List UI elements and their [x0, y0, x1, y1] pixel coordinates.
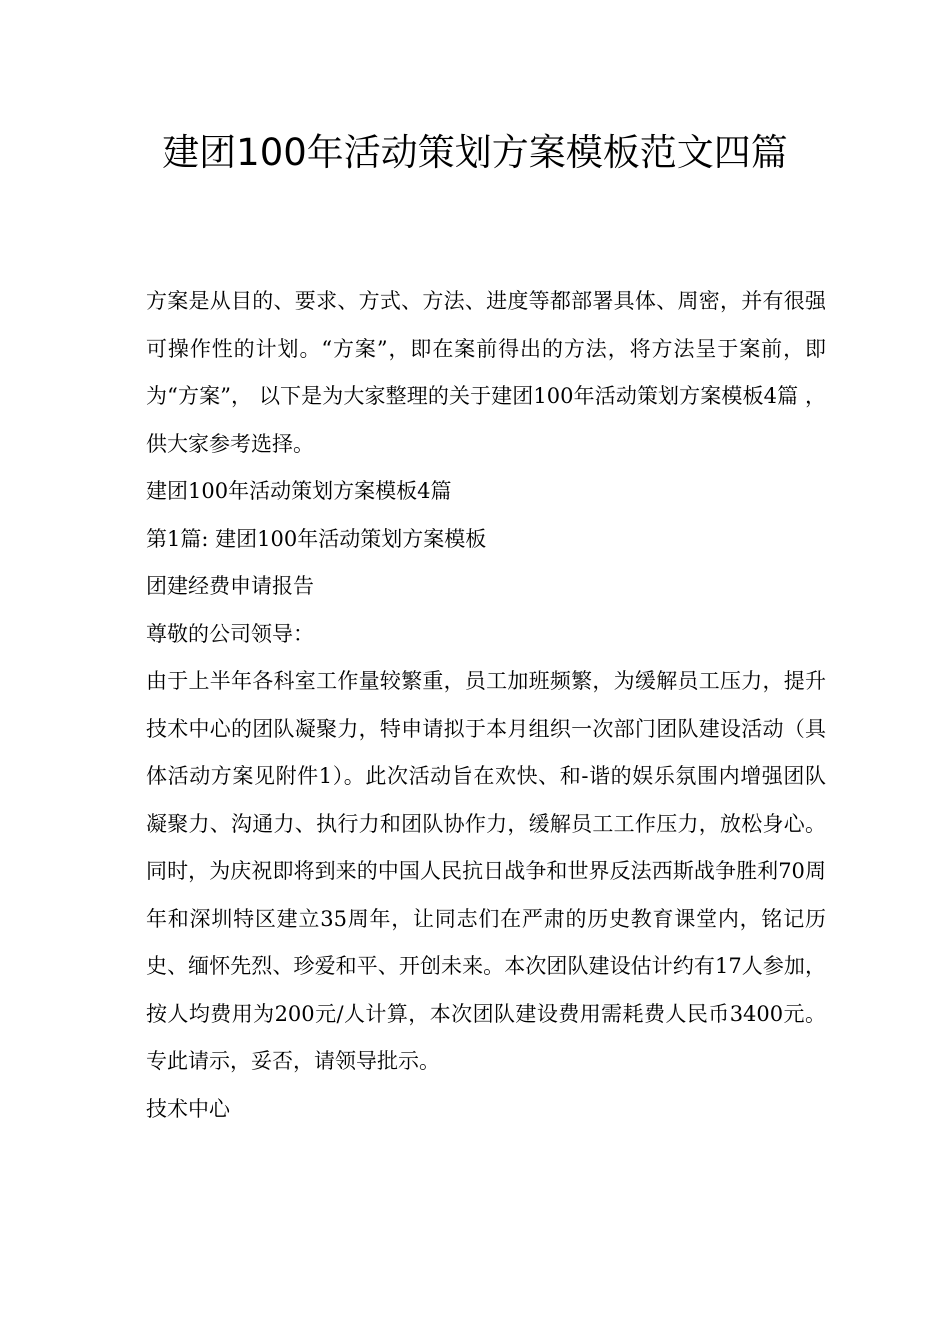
intro-paragraph: 方案是从目的、要求、方式、方法、进度等都部署具体、周密，并有很强可操作性的计划。“方案”，即在案前得出的方法，将方法呈于案前，即为“方案”， 以下是为大家整理的关于建团100年活动策划方案模板4篇 ，供大家参考选择。 [146, 289, 826, 456]
report-body-paragraph: 由于上半年各科室工作量较繁重，员工加班频繁，为缓解员工压力，提升技术中心的团队凝聚力，特申请拟于本月组织一次部门团队建设活动（具体活动方案见附件1）。此次活动旨在欢快、和-谐的娱乐氛围内增强团队凝聚力、沟通力、执行力和团队协作力，缓解员工工作压力，放松身心。同时，为庆祝即将到来的中国人民抗日战争和世界反法西斯战争胜利70周年和深圳特区建立35周年，让同志们在严肃的历史教育课堂内，铭记历史、缅怀先烈、珍爱和平、开创未来。本次团队建设估计约有17人参加，按人均费用为200元/人计算，本次团队建设费用需耗费人民币3400元。专此请示，妥否，请领导批示。 [146, 669, 826, 1073]
salutation: 尊敬的公司领导： [146, 621, 314, 646]
signature-department: 技术中心 [146, 1096, 230, 1121]
report-title: 团建经费申请报告 [146, 574, 314, 598]
collection-heading: 建团100年活动策划方案模板4篇 [146, 479, 452, 503]
document-body [146, 278, 826, 1133]
chapter-heading: 第1篇: 建团100年活动策划方案模板 [146, 526, 487, 551]
document-title: 建团100年活动策划方案模板范文四篇 [162, 131, 788, 174]
